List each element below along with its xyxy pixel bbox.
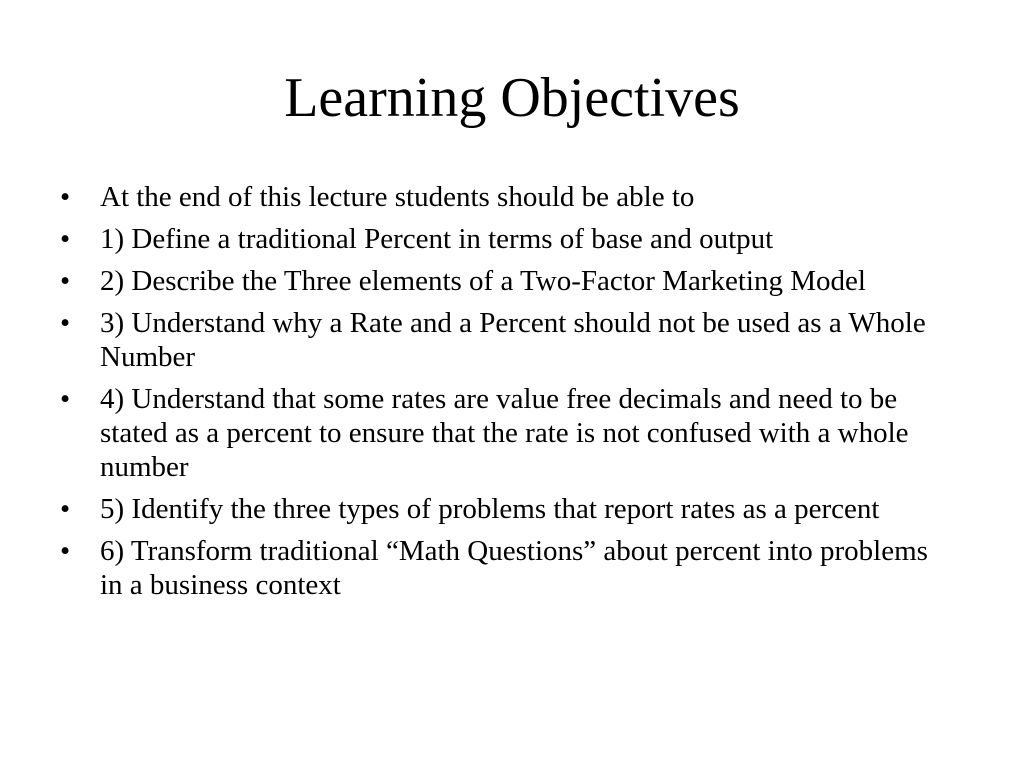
objective-text: 3) Understand why a Rate and a Percent should not be used as a Whole Number bbox=[100, 307, 926, 373]
objective-text: 4) Understand that some rates are value free decimals and need to be stated as a percent to ensure that the rate is not confused with a whole number bbox=[100, 383, 909, 483]
objective-text: 5) Identify the three types of problems that report rates as a percent bbox=[100, 493, 880, 525]
slide-title: Learning Objectives bbox=[284, 67, 740, 129]
objective-text: 6) Transform traditional “Math Questions” about percent into problems in a business context bbox=[100, 535, 928, 601]
objective-item bbox=[55, 534, 955, 602]
objective-item bbox=[55, 492, 955, 526]
bullet-icon: • bbox=[60, 535, 71, 567]
objective-item bbox=[55, 222, 955, 256]
bullet-icon: • bbox=[60, 265, 71, 297]
bullet-icon: • bbox=[60, 493, 71, 525]
objective-item bbox=[55, 264, 955, 298]
objectives-list bbox=[55, 180, 955, 610]
bullet-icon: • bbox=[60, 383, 71, 415]
bullet-icon: • bbox=[60, 307, 71, 339]
objective-text: 2) Describe the Three elements of a Two-Factor Marketing Model bbox=[100, 265, 866, 297]
objective-text: 1) Define a traditional Percent in terms of base and output bbox=[100, 223, 774, 255]
bullet-icon: • bbox=[60, 223, 71, 255]
bullet-icon: • bbox=[60, 181, 71, 213]
objective-item bbox=[55, 306, 955, 374]
objective-text: At the end of this lecture students should be able to bbox=[100, 181, 695, 213]
objective-item bbox=[55, 382, 955, 484]
objective-item bbox=[55, 180, 955, 214]
